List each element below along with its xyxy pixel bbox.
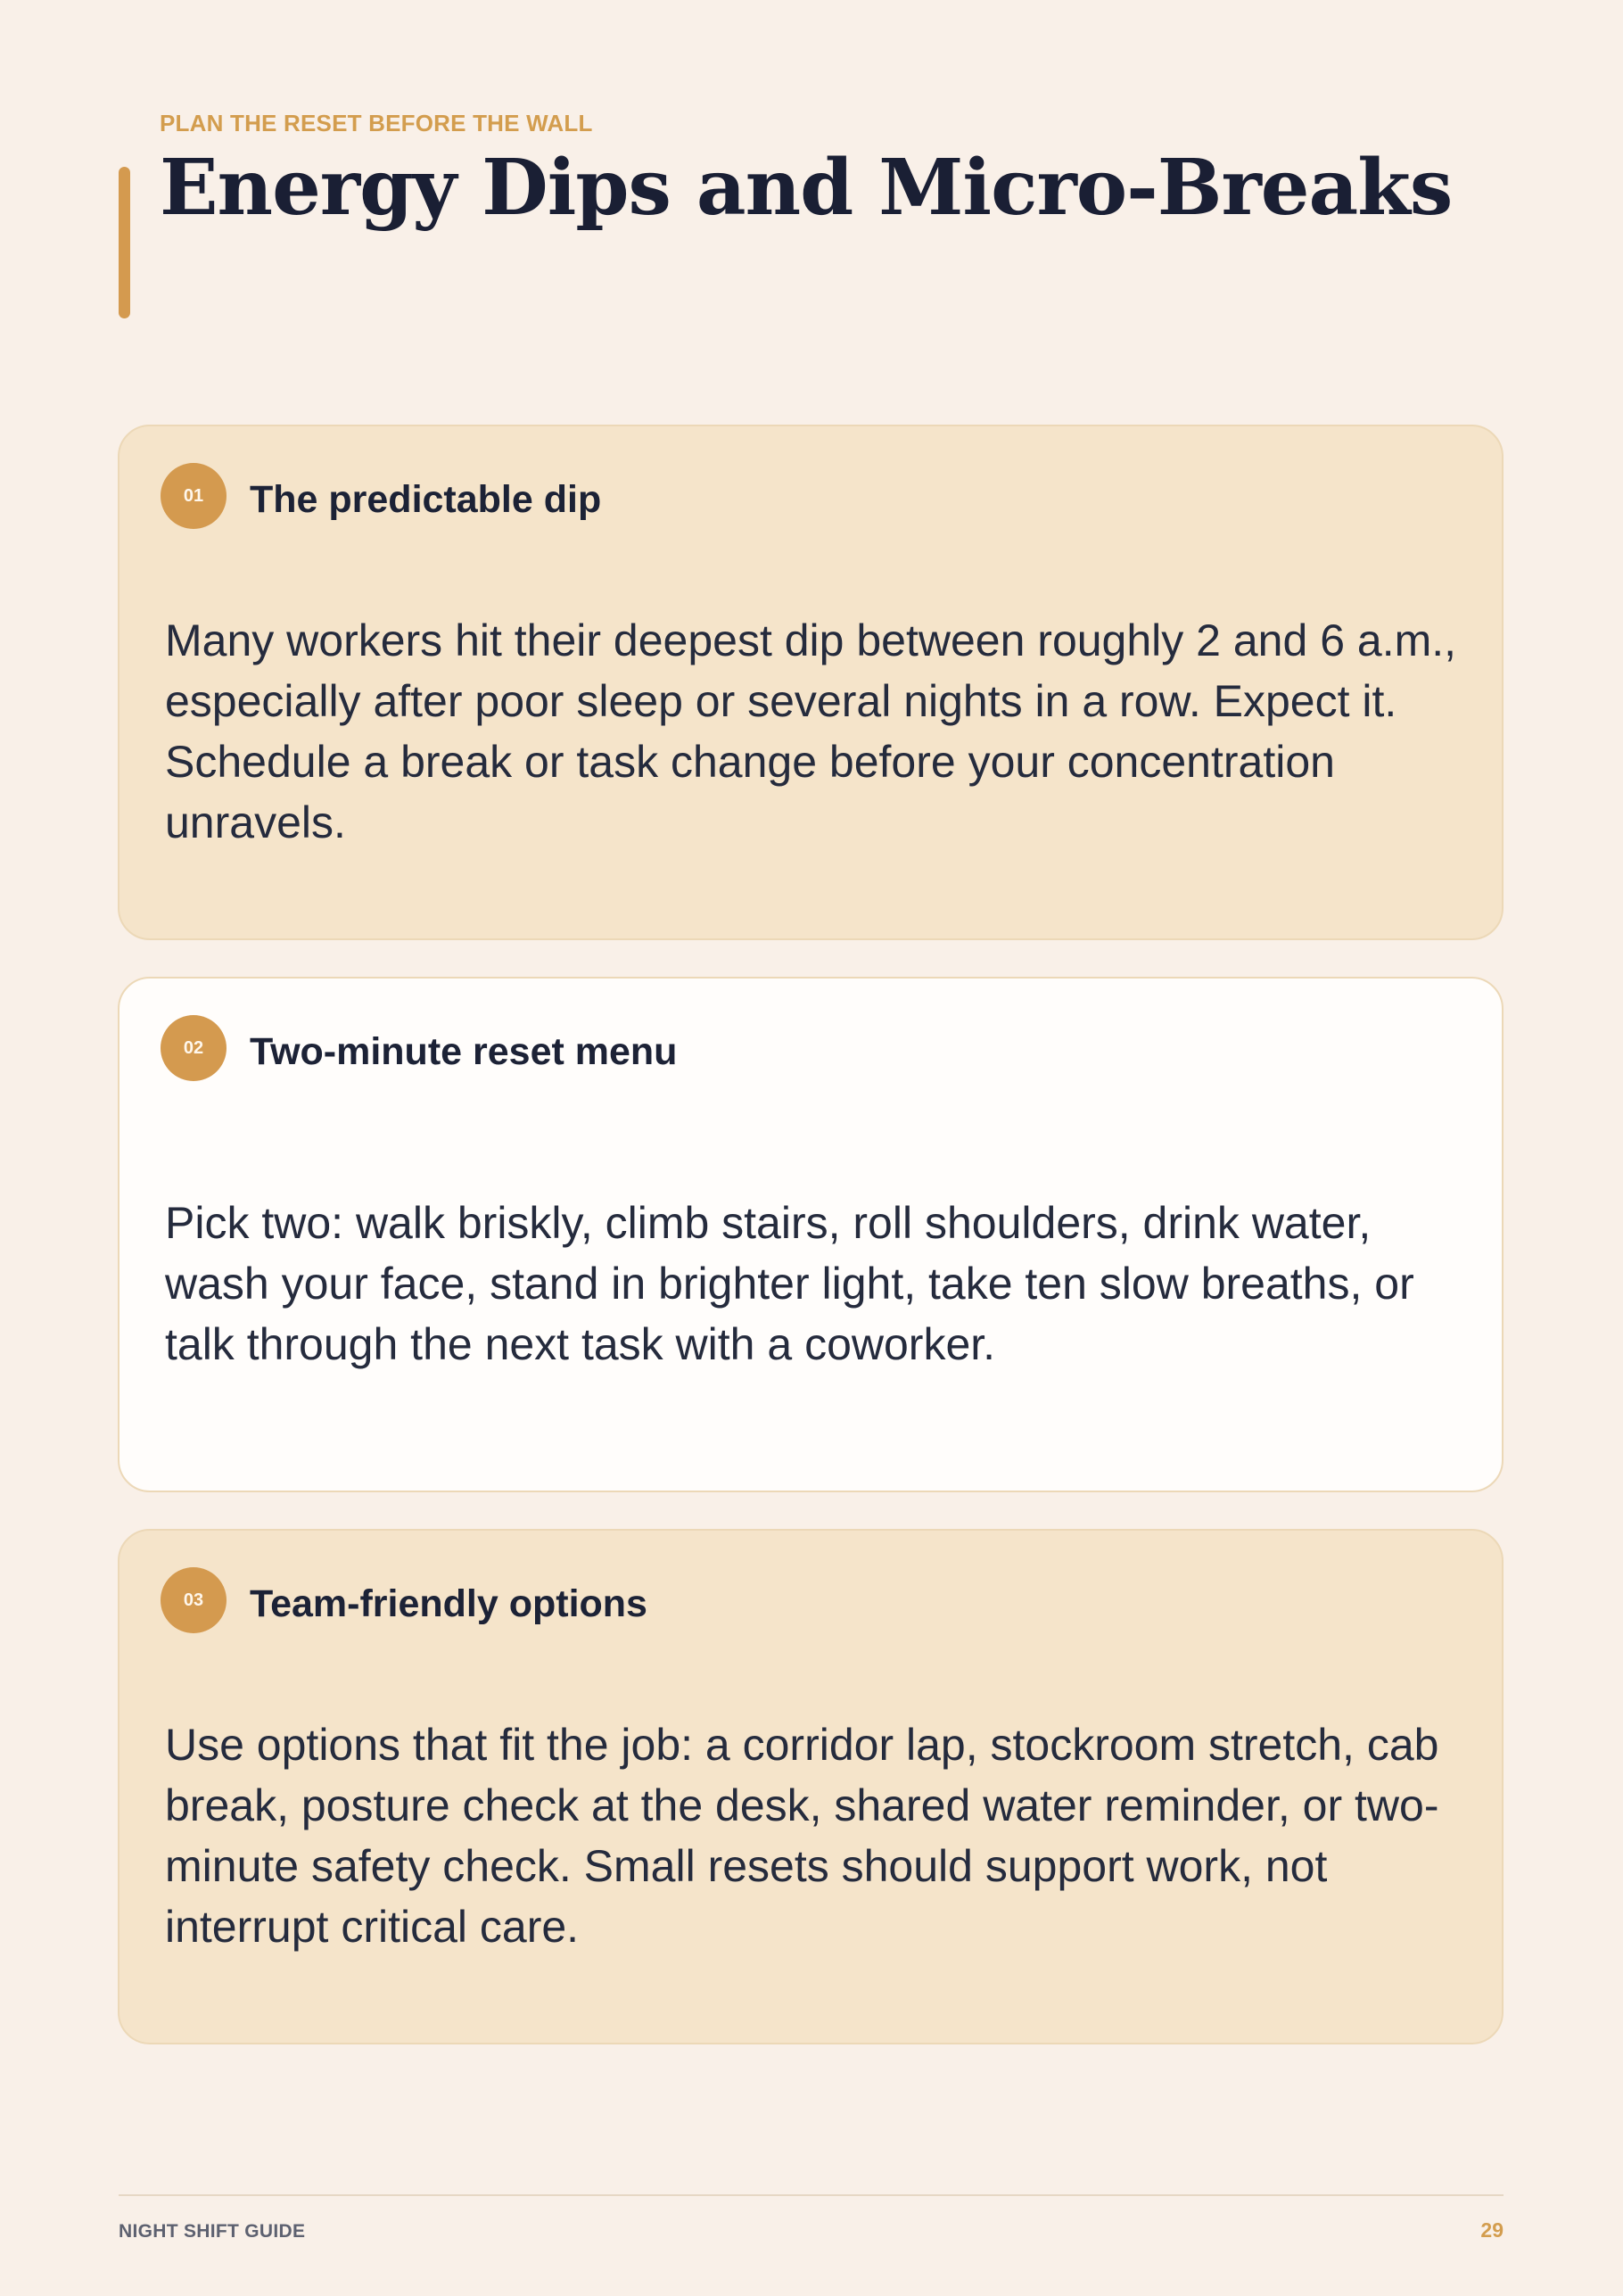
card-reset-menu [118, 977, 1504, 1492]
card-body: Many workers hit their deepest dip between roughly 2 and 6 a.m., especially after poor sleep or several nights in a row. Expect it. Schedule a break or task change before your concentration unravels. [165, 615, 1457, 847]
card-number-badge: 01 [161, 463, 227, 529]
card-predictable-dip [118, 425, 1504, 940]
card-title: Two-minute reset menu [250, 1030, 678, 1073]
page-number: 29 [1480, 2218, 1504, 2242]
footer-divider [119, 2194, 1504, 2196]
card-title: The predictable dip [250, 478, 602, 521]
card-body: Pick two: walk briskly, climb stairs, roll shoulders, drink water, wash your face, stand in brighter light, take ten slow breaths, or talk through the next task with a coworker. [165, 1198, 1414, 1369]
card-team-options [118, 1529, 1504, 2044]
footer-guide-name: NIGHT SHIFT GUIDE [119, 2221, 306, 2242]
card-title: Team-friendly options [250, 1582, 647, 1625]
title-accent-bar [119, 167, 130, 318]
section-eyebrow: PLAN THE RESET BEFORE THE WALL [160, 110, 593, 136]
page-title: Energy Dips and Micro-Breaks [160, 143, 1453, 233]
card-number-badge: 02 [161, 1015, 227, 1081]
card-number-badge: 03 [161, 1567, 227, 1633]
card-body: Use options that fit the job: a corridor lap, stockroom stretch, cab break, posture check at the desk, shared water reminder, or two-minute safety check. Small resets should support work, not interrupt critical care. [165, 1720, 1439, 1952]
